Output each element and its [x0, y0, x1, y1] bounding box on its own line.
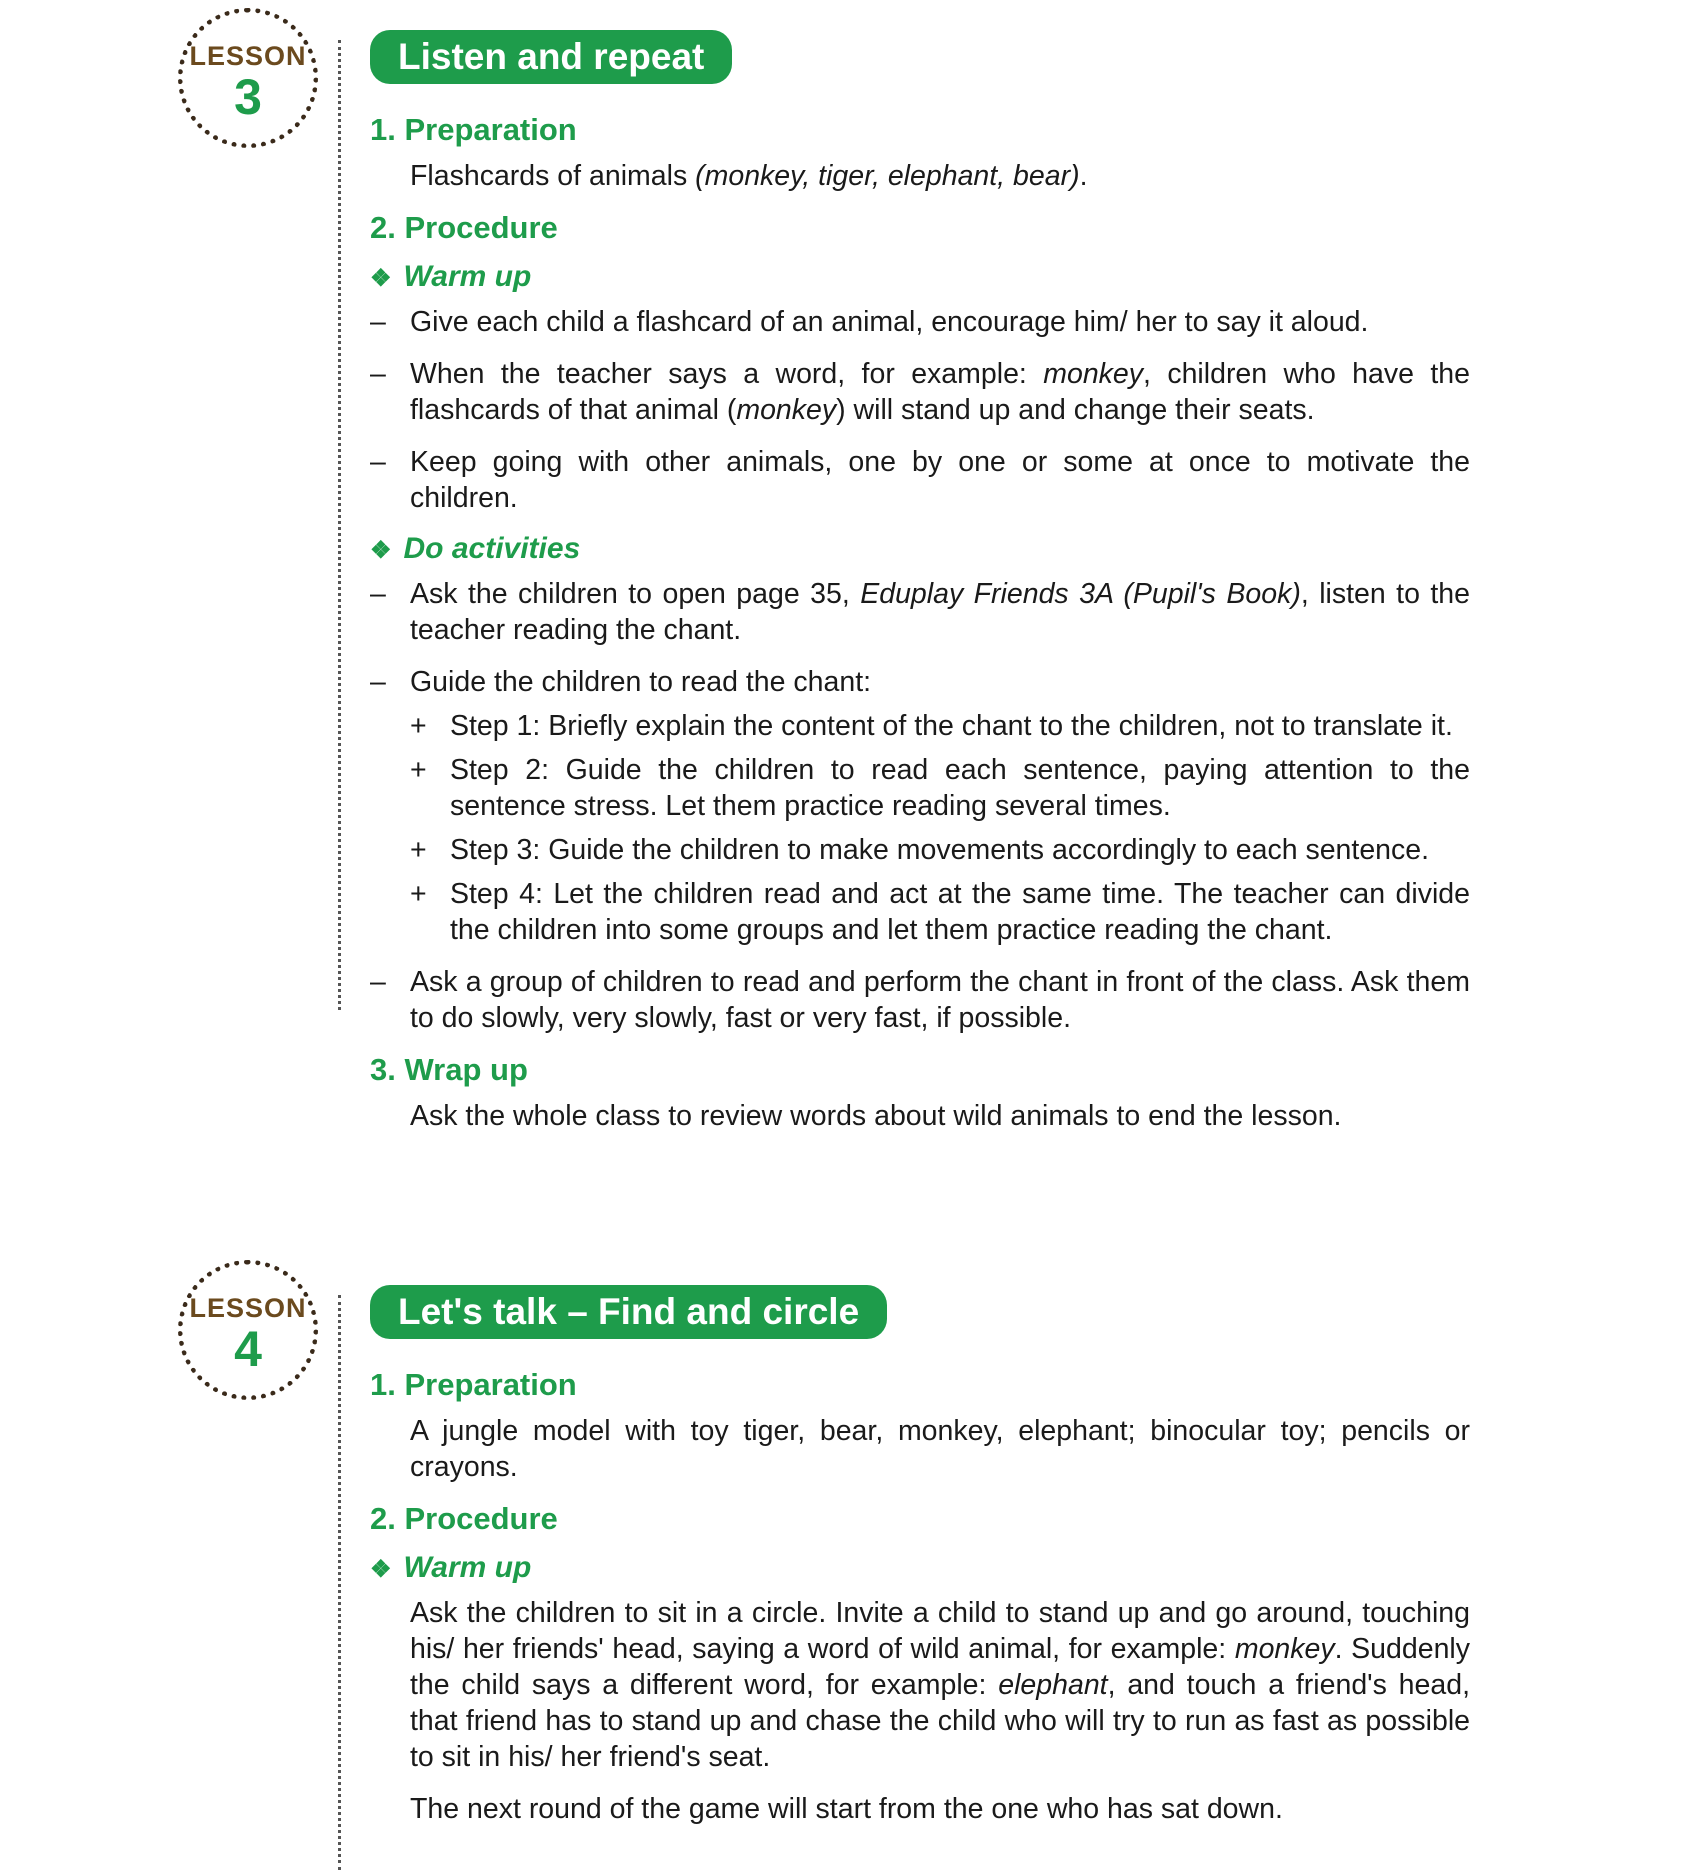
lesson-4-divider	[338, 1295, 341, 1870]
step-item: + Step 2: Guide the children to read each sentence, paying attention to the sentence stress. Let them practice reading several times.	[410, 754, 1470, 822]
do-activities-heading: ❖ Do activities	[370, 532, 581, 565]
wrap-up-text: Ask the whole class to review words about wild animals to end the lesson.	[410, 1100, 1342, 1132]
list-item: – Give each child a flashcard of an animal, encourage him/ her to say it aloud.	[370, 306, 1369, 338]
warmup-paragraph-2: The next round of the game will start from the one who has sat down.	[410, 1793, 1283, 1825]
list-item: – Ask the children to open page 35, Eduplay Friends 3A (Pupil's Book), listen to the teacher reading the chant.	[370, 578, 1470, 646]
wrap-up-heading: 3. Wrap up	[370, 1052, 528, 1087]
lesson-3-section	[370, 30, 1470, 1150]
do-activities-list	[370, 576, 1470, 1036]
lesson-number: 3	[234, 69, 262, 125]
lesson-4-section	[370, 1285, 1470, 1843]
lesson-label: LESSON	[189, 41, 307, 71]
list-item: – Keep going with other animals, one by one or some at once to motivate the children.	[370, 446, 1470, 514]
lesson-label: LESSON	[189, 1293, 307, 1323]
steps-list	[410, 708, 1470, 948]
preparation-heading: 1. Preparation	[370, 1367, 577, 1402]
lesson-4-badge	[178, 1260, 318, 1400]
lesson-3-divider	[338, 40, 341, 1010]
diamond-bullet-icon: ❖	[370, 265, 392, 292]
lesson-3-badge	[178, 8, 318, 148]
list-item: – Ask a group of children to read and perform the chant in front of the class. Ask them to do slowly, very slowly, fast or very fast, if possible.	[370, 966, 1470, 1034]
step-item: + Step 4: Let the children read and act at the same time. The teacher can divide the children into some groups and let them practice reading the chant.	[410, 878, 1470, 946]
lesson-3-title: Listen and repeat	[370, 30, 732, 84]
diamond-bullet-icon: ❖	[370, 537, 392, 564]
warmup-list	[370, 304, 1470, 516]
preparation-heading: 1. Preparation	[370, 112, 577, 147]
step-item: + Step 1: Briefly explain the content of the chant to the children, not to translate it.	[410, 710, 1453, 742]
warmup-heading: ❖ Warm up	[370, 1551, 532, 1584]
lesson-number: 4	[234, 1321, 262, 1377]
procedure-heading: 2. Procedure	[370, 210, 558, 245]
lesson-4-title: Let's talk – Find and circle	[370, 1285, 887, 1339]
preparation-text: A jungle model with toy tiger, bear, monkey, elephant; binocular toy; pencils or crayons.	[410, 1415, 1470, 1483]
list-item: – Guide the children to read the chant: + Step 1: Briefly explain the content of the chant to the children, not to translate it. + Step 2: Guide the children to read each sentence, paying attention to the sentence stress. Let them practice reading several times. + Step 3: Guide the children to make movements accordingly to each sentence. + Step 4: Let the children read and act at the same time. The teacher can divide the children into some groups and let them practice reading the chant.	[370, 666, 1470, 946]
preparation-text: Flashcards of animals (monkey, tiger, elephant, bear).	[410, 160, 1088, 192]
list-item: – When the teacher says a word, for example: monkey, children who have the flashcards of that animal (monkey) will stand up and change their seats.	[370, 358, 1470, 426]
warmup-paragraph: Ask the children to sit in a circle. Invite a child to stand up and go around, touching his/ her friends' head, saying a word of wild animal, for example: monkey. Suddenly the child says a different word, for example: elephant, and touch a friend's head, that friend has to stand up and chase the child who will try to run as fast as possible to sit in his/ her friend's seat.	[410, 1597, 1470, 1773]
warmup-heading: ❖ Warm up	[370, 260, 532, 293]
procedure-heading: 2. Procedure	[370, 1501, 558, 1536]
step-item: + Step 3: Guide the children to make movements accordingly to each sentence.	[410, 834, 1430, 866]
diamond-bullet-icon: ❖	[370, 1556, 392, 1583]
